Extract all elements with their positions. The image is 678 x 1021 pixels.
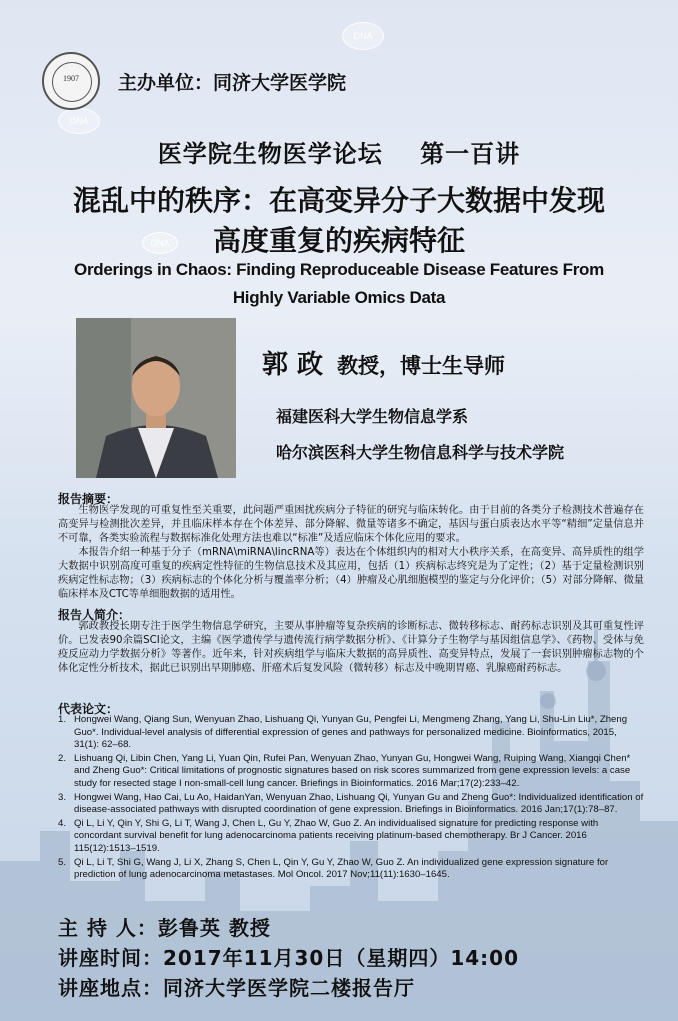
paper-item [58,753,644,791]
abstract-paragraph: 本报告介绍一种基于分子（mRNA\miRNA\lincRNA等）表达在个体组织内的相对大小秩序关系，在高变异、高异质性的组学大数据中识别高度可重复的疾病定性特征的生物信息技术及其应用，包括（1）疾病标志终究是为了定性；（2）基于定量检测识别疾病定性标志物；（3）疾病标志的个体化分析与覆盖率分析；（4）肿瘤及心肌细胞模型的鉴定与分化评价；（5）对部分降解、微量临床样本及CTC等单细胞数据的适用性。 [58,547,644,600]
paper-number: 4. [58,817,67,829]
paper-citation: Hongwei Wang, Qiang Sun, Wenyuan Zhao, Lishuang Qi, Yunyan Gu, Pengfei Li, Mengmeng Zhang, Yang Li, Shu-Lin Liu*, Zheng Guo*. Individual-level analysis of differential expression of genes and pathways for personalized medicine. Bioinformatics, 2015, 31(1): 62–68. [74,714,628,751]
forum-series [0,134,678,169]
paper-item [58,714,644,752]
lecture-title-english [0,256,678,312]
paper-list [58,714,644,883]
paper-number: 5. [58,856,67,868]
paper-citation: Qi L, Li T, Shi G, Wang J, Li X, Zhang S, Chen L, Qin Y, Gu Y, Zhao W, Guo Z. An individualized gene expression signature for prediction of lung adenocarcinoma metastases. Mol Oncol. 2017 Nov;11(11):1630–1645. [74,856,609,881]
paper-number: 1. [58,714,67,725]
speaker-photo [76,318,236,478]
abstract-body [58,504,644,602]
speaker-name-line [262,344,505,381]
organizer: 主办单位：同济大学医学院 [118,72,347,94]
logo-year: 1907 [63,74,79,83]
speaker-name: 郭 政 [262,350,324,380]
speaker-affiliation: 福建医科大学生物信息学系 [276,407,469,426]
dna-bubble-decoration: DNA [58,108,100,134]
title-cn-line: 混乱中的秩序：在高变异分子大数据中发现 [72,184,605,217]
bio-paragraph: 郭政教授长期专注于医学生物信息学研究，主要从事肿瘤等复杂疾病的诊断标志、微转移标志、耐药标志识别及其可重复性评价。已发表90余篇SCI论文，主编《医学遗传学与遗传流行病学数据分析》、《计算分子生物学与基因组信息学》、《药物、受体与免疫反应动力学数据分析》等著作。近年来，针对疾病组学与临床大数据的高异质性、高变异特点，发展了一套识别肿瘤标志物的个体化定性分析技术，据此已识别出早期肺癌、肝癌术后复发风险（微转移）标志及中晚期胃癌、乳腺癌耐药标志。 [58,621,644,674]
paper-item [58,792,644,817]
dna-bubble-decoration: DNA [142,232,178,254]
paper-citation: Qi L, Li Y, Qin Y, Shi G, Li T, Wang J, Chen L, Gu Y, Zhao W, Guo Z. An individualised signature for predicting response with concordant survival benefit for lung adenocarcinoma patients receiving platinum-based chemotherapy. Br J Cancer. 2016 115(12):1513–1519. [74,817,599,854]
title-cn-line: 高度重复的疾病特征 [212,224,465,257]
lecture-time: 讲座时间：2017年11月30日（星期四）14:00 [58,946,519,970]
paper-number: 2. [58,752,67,764]
speaker-role: 教授，博士生导师 [337,353,506,378]
abstract-paragraph: 生物医学发现的可重复性至关重要，此问题严重困扰疾病分子特征的研究与临床转化。由于目前的各类分子检测技术普遍存在高变异与检测批次差异，并且临床样本存在个体差异、部分降解、微量等诸多不确定，基因与蛋白质表达水平等“精细”定量信息并不可靠，各类实验流程与数据标准化处理方法也难以“标准”及适应临床个体化应用的要求。 [58,505,644,544]
title-en-line: Orderings in Chaos: Finding Reproduceable Disease Features From [74,260,604,279]
papers-heading: 代表论文： [58,702,119,716]
paper-item [58,857,644,882]
forum-name: 医学院生物医学论坛 [157,140,383,168]
paper-citation: Hongwei Wang, Hao Cai, Lu Ao, HaidanYan, Wenyuan Zhao, Lishuang Qi, Yunyan Gu and Zheng Guo*: Individualized identification of disease-associated pathways with disrupted coordination of gene expression. Briefings in Bioinformatics. 2016 Jan;17(1):78–87. [74,791,644,816]
paper-citation: Lishuang Qi, Libin Chen, Yang Li, Yuan Qin, Rufei Pan, Wenyuan Zhao, Yunyan Gu, Hongwei Wang, Ruiping Wang, Xiangqi Chen* and Zheng Guo*: Critical limitations of prognostic signatures based on risk scores summarized from gene expression levels: a case study for resected stage I non-small-cell lung cancer. Briefings in Bioinformatics. 2016 Mar;17(2):233–42. [74,752,631,789]
speaker-affiliation: 哈尔滨医科大学生物信息科学与技术学院 [276,443,565,462]
lecture-title-chinese [0,181,678,261]
bio-heading: 报告人简介： [58,608,131,622]
lecture-number: 第一百讲 [420,140,521,168]
lecture-place: 讲座地点：同济大学医学院二楼报告厅 [58,976,415,1000]
title-en-line: Highly Variable Omics Data [232,288,446,307]
paper-number: 3. [58,791,67,803]
tongji-university-logo [42,52,100,110]
bio-body [58,620,644,676]
dna-bubble-decoration: DNA [342,22,384,50]
host-info: 主 持 人：彭鲁英 教授 [58,916,271,940]
paper-item [58,818,644,856]
abstract-heading: 报告摘要： [58,492,119,506]
